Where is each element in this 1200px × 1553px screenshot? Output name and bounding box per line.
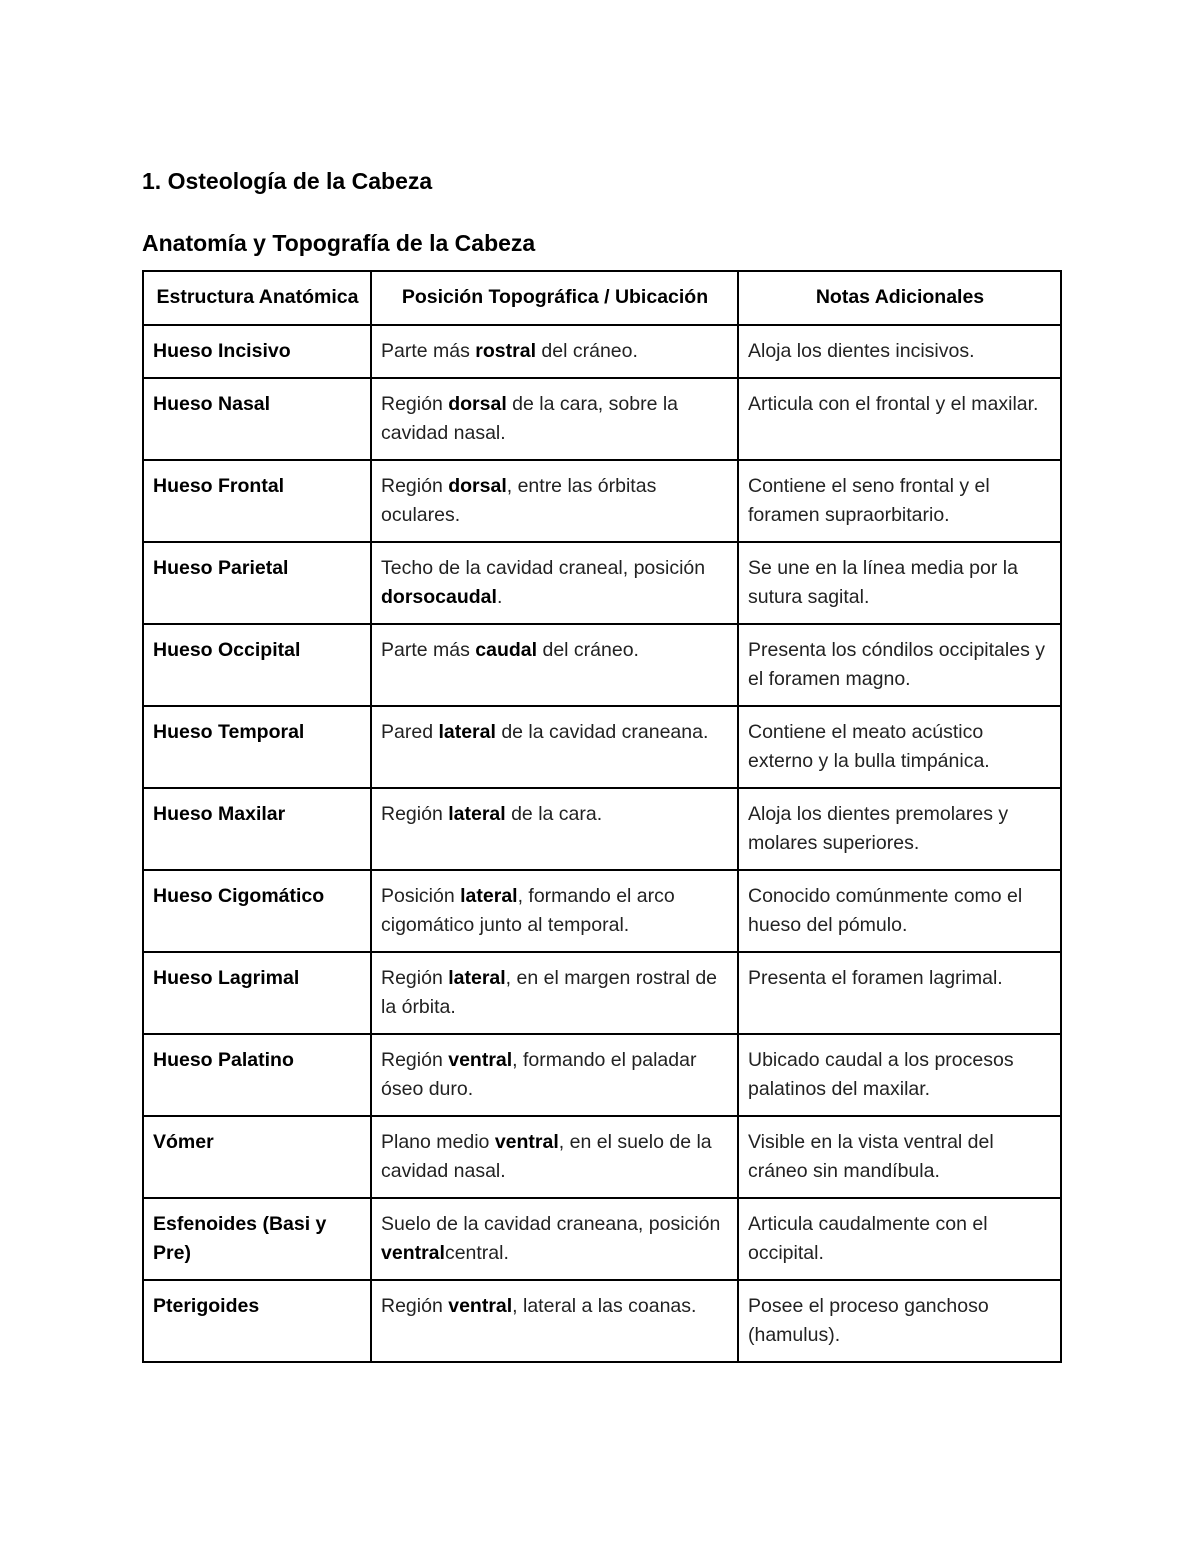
- cell-position: [371, 788, 738, 870]
- position-text: de la cavidad craneana.: [495, 721, 709, 743]
- cell-structure: Esfenoides (Basi y Pre): [143, 1198, 371, 1280]
- cell-structure: Pterigoides: [143, 1280, 371, 1362]
- cell-notes: Presenta los cóndilos occipitales y el foramen magno.: [738, 624, 1061, 706]
- table-row: [143, 624, 1061, 706]
- position-keyword: lateral: [460, 885, 518, 907]
- position-keyword: lateral: [448, 803, 506, 825]
- position-text: Suelo de la cavidad craneana, posición: [381, 1213, 721, 1235]
- cell-notes: Aloja los dientes premolares y molares superiores.: [738, 788, 1061, 870]
- position-text: Plano medio: [381, 1131, 495, 1153]
- cell-structure: Hueso Palatino: [143, 1034, 371, 1116]
- anatomy-table: [142, 270, 1062, 1363]
- cell-position: [371, 460, 738, 542]
- table-row: [143, 788, 1061, 870]
- position-text: Región: [381, 1295, 449, 1317]
- cell-structure: Hueso Incisivo: [143, 325, 371, 379]
- position-keyword: dorsal: [448, 393, 507, 415]
- cell-structure: Hueso Parietal: [143, 542, 371, 624]
- position-keyword: ventral: [448, 1049, 513, 1071]
- position-keyword: rostral: [475, 339, 536, 362]
- subtitle: Anatomía y Topografía de la Cabeza: [142, 230, 536, 256]
- table-row: [143, 542, 1061, 624]
- header-notes: Notas Adicionales: [738, 271, 1061, 325]
- cell-structure: Hueso Temporal: [143, 706, 371, 788]
- position-text: Pared: [381, 721, 439, 743]
- cell-structure: Hueso Cigomático: [143, 870, 371, 952]
- position-text: , formando el paladar óseo duro.: [381, 1049, 697, 1100]
- cell-notes: Conocido comúnmente como el hueso del pómulo.: [738, 870, 1061, 952]
- position-text: de la cara, sobre la cavidad nasal.: [381, 393, 679, 444]
- position-keyword: ventral: [448, 1295, 513, 1317]
- cell-position: [371, 1034, 738, 1116]
- position-text: del cráneo.: [537, 639, 639, 661]
- position-text: , entre las órbitas oculares.: [381, 475, 657, 526]
- position-text: Parte más: [381, 339, 476, 362]
- cell-position: [371, 1198, 738, 1280]
- table-row: [143, 952, 1061, 1034]
- table-row: [143, 706, 1061, 788]
- cell-structure: Hueso Lagrimal: [143, 952, 371, 1034]
- position-text: .: [496, 585, 503, 608]
- position-keyword: lateral: [448, 967, 506, 989]
- cell-position: [371, 325, 738, 379]
- cell-structure: Hueso Maxilar: [143, 788, 371, 870]
- position-text: del cráneo.: [536, 339, 638, 362]
- cell-position: [371, 870, 738, 952]
- position-keyword: ventral: [381, 1241, 445, 1264]
- position-keyword: caudal: [475, 639, 538, 661]
- table-row: [143, 870, 1061, 952]
- position-text: Región: [381, 475, 449, 497]
- position-text: Región: [381, 967, 449, 989]
- position-text: central.: [444, 1241, 509, 1264]
- position-text: de la cara.: [505, 803, 603, 825]
- position-keyword: ventral: [494, 1131, 559, 1153]
- position-text: , en el margen rostral de la órbita.: [381, 967, 718, 1018]
- cell-notes: Contiene el meato acústico externo y la bulla timpánica.: [738, 706, 1061, 788]
- position-text: Región: [381, 803, 449, 825]
- position-keyword: dorsal: [448, 475, 507, 497]
- cell-notes: Posee el proceso ganchoso (hamulus).: [738, 1280, 1061, 1362]
- position-text: Techo de la cavidad craneal, posición: [381, 557, 706, 579]
- cell-notes: Aloja los dientes incisivos.: [738, 325, 1061, 379]
- cell-notes: Articula caudalmente con el occipital.: [738, 1198, 1061, 1280]
- position-text: , formando el arco cigomático junto al temporal.: [381, 885, 675, 936]
- header-position: Posición Topográfica / Ubicación: [371, 271, 738, 325]
- table-header-row: [143, 271, 1061, 325]
- position-text: Parte más: [381, 639, 476, 661]
- cell-position: [371, 706, 738, 788]
- position-text: , lateral a las coanas.: [512, 1295, 697, 1317]
- cell-notes: Contiene el seno frontal y el foramen supraorbitario.: [738, 460, 1061, 542]
- cell-structure: Hueso Frontal: [143, 460, 371, 542]
- table-row: [143, 325, 1061, 379]
- cell-notes: Articula con el frontal y el maxilar.: [738, 378, 1061, 460]
- cell-position: [371, 1280, 738, 1362]
- table-row: [143, 1116, 1061, 1198]
- cell-structure: Hueso Nasal: [143, 378, 371, 460]
- table-row: [143, 1198, 1061, 1280]
- cell-position: [371, 1116, 738, 1198]
- position-keyword: dorsocaudal: [381, 585, 497, 608]
- position-text: Posición: [381, 885, 461, 907]
- position-keyword: lateral: [438, 721, 496, 743]
- cell-position: [371, 378, 738, 460]
- position-text: , en el suelo de la cavidad nasal.: [381, 1131, 712, 1182]
- cell-notes: Se une en la línea media por la sutura sagital.: [738, 542, 1061, 624]
- header-structure: Estructura Anatómica: [143, 271, 371, 325]
- cell-position: [371, 624, 738, 706]
- cell-structure: Vómer: [143, 1116, 371, 1198]
- cell-notes: Presenta el foramen lagrimal.: [738, 952, 1061, 1034]
- table-row: [143, 1280, 1061, 1362]
- section-title: 1. Osteología de la Cabeza: [142, 168, 433, 194]
- cell-position: [371, 542, 738, 624]
- table-row: [143, 378, 1061, 460]
- table-row: [143, 460, 1061, 542]
- cell-notes: Visible en la vista ventral del cráneo sin mandíbula.: [738, 1116, 1061, 1198]
- position-text: Región: [381, 393, 449, 415]
- cell-notes: Ubicado caudal a los procesos palatinos del maxilar.: [738, 1034, 1061, 1116]
- position-text: Región: [381, 1049, 449, 1071]
- cell-position: [371, 952, 738, 1034]
- table-row: [143, 1034, 1061, 1116]
- cell-structure: Hueso Occipital: [143, 624, 371, 706]
